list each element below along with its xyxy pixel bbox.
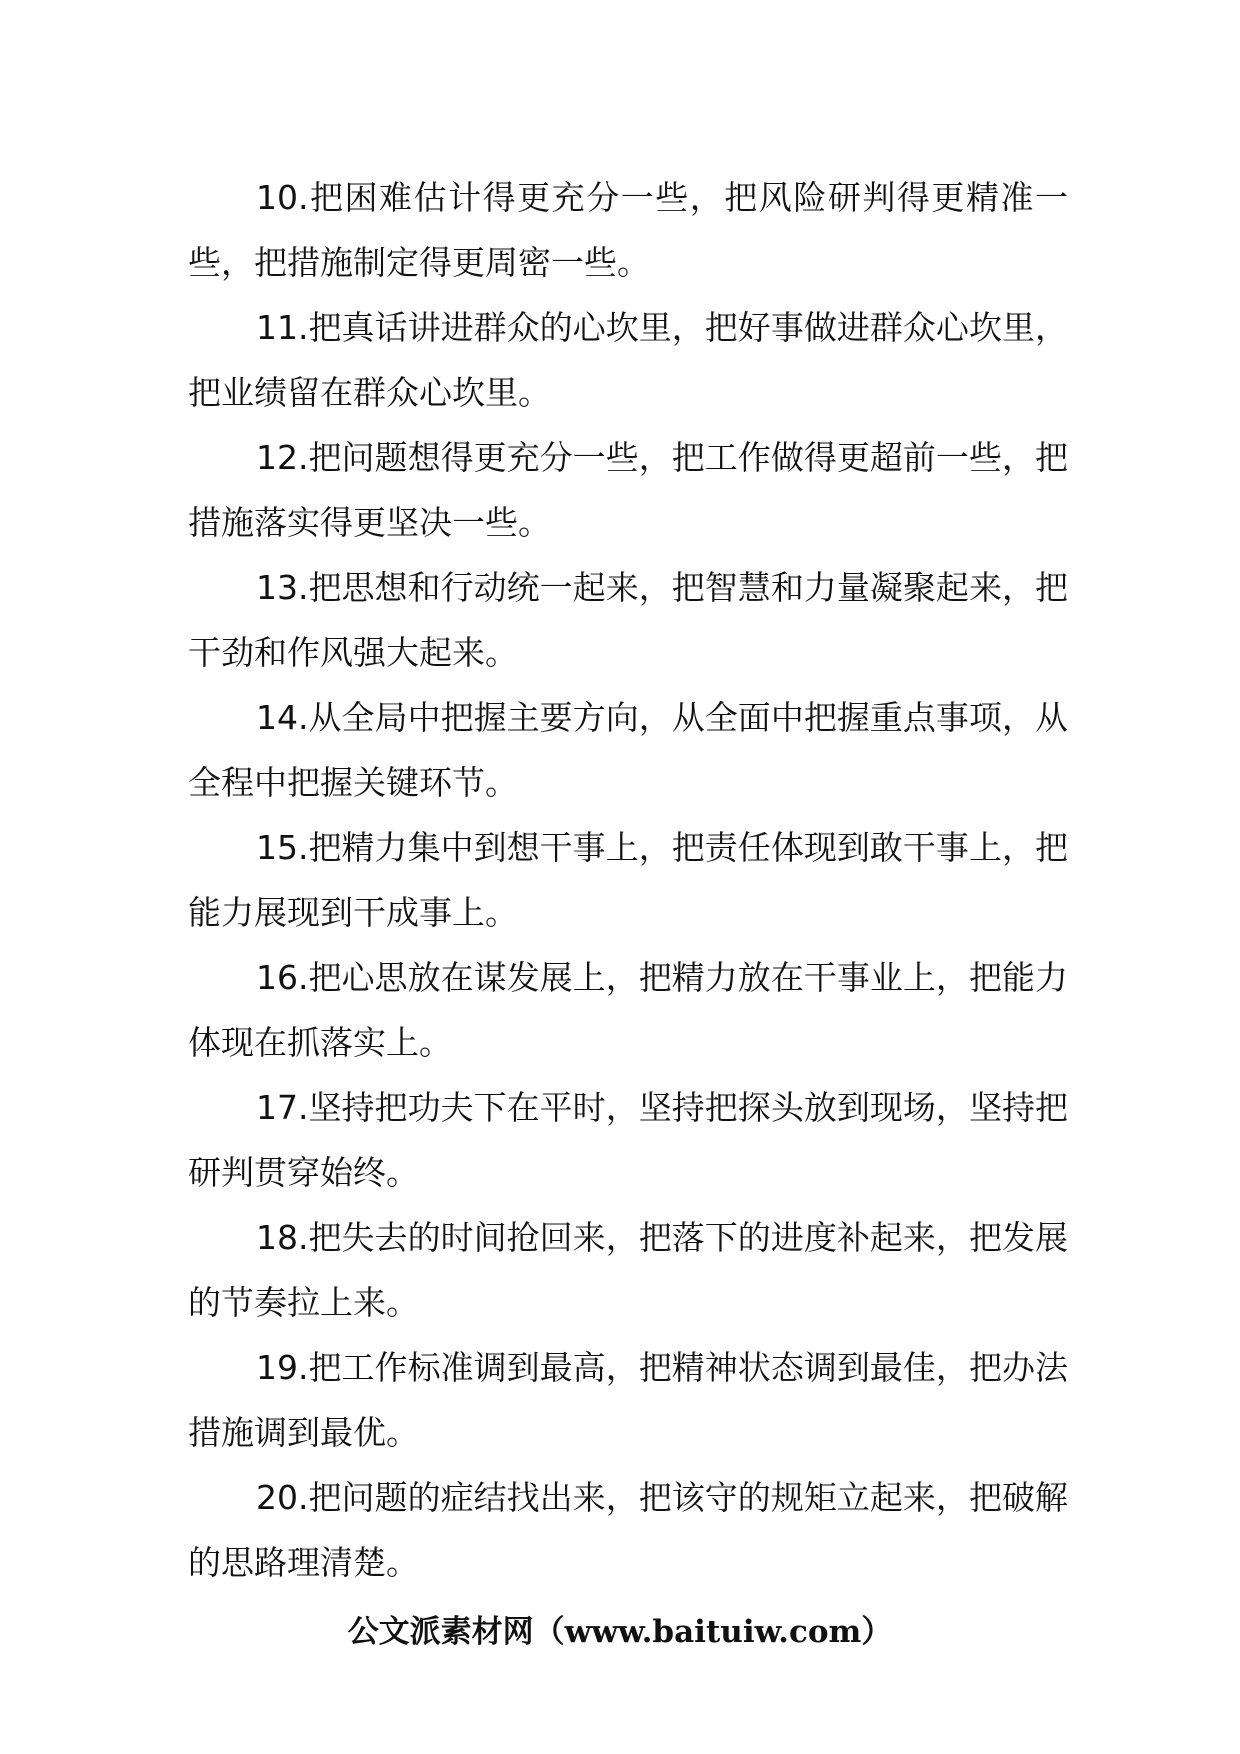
paragraph-20: 20.把问题的症结找出来，把该守的规矩立起来，把破解的思路理清楚。 (188, 1478, 1068, 1582)
paragraph-14: 14.从全局中把握主要方向，从全面中把握重点事项，从全程中把握关键环节。 (188, 698, 1068, 802)
paragraph-17: 17.坚持把功夫下在平时，坚持把探头放到现场，坚持把研判贯穿始终。 (188, 1088, 1068, 1192)
document-body (188, 165, 1068, 1595)
footer-source: 公文派素材网（www.baituiw.com） (347, 1614, 893, 1650)
paragraph-11: 11.把真话讲进群众的心坎里，把好事做进群众心坎里，把业绩留在群众心坎里。 (188, 308, 1068, 412)
paragraph-18: 18.把失去的时间抢回来，把落下的进度补起来，把发展的节奏拉上来。 (188, 1218, 1068, 1322)
paragraph-16: 16.把心思放在谋发展上，把精力放在干事业上，把能力体现在抓落实上。 (188, 958, 1068, 1062)
paragraph-19: 19.把工作标准调到最高，把精神状态调到最佳，把办法措施调到最优。 (188, 1348, 1068, 1452)
paragraph-13: 13.把思想和行动统一起来，把智慧和力量凝聚起来，把干劲和作风强大起来。 (188, 568, 1068, 672)
paragraph-10: 10.把困难估计得更充分一些，把风险研判得更精准一些，把措施制定得更周密一些。 (188, 178, 1068, 282)
paragraph-12: 12.把问题想得更充分一些，把工作做得更超前一些，把措施落实得更坚决一些。 (188, 438, 1068, 542)
paragraph-15: 15.把精力集中到想干事上，把责任体现到敢干事上，把能力展现到干成事上。 (188, 828, 1068, 932)
